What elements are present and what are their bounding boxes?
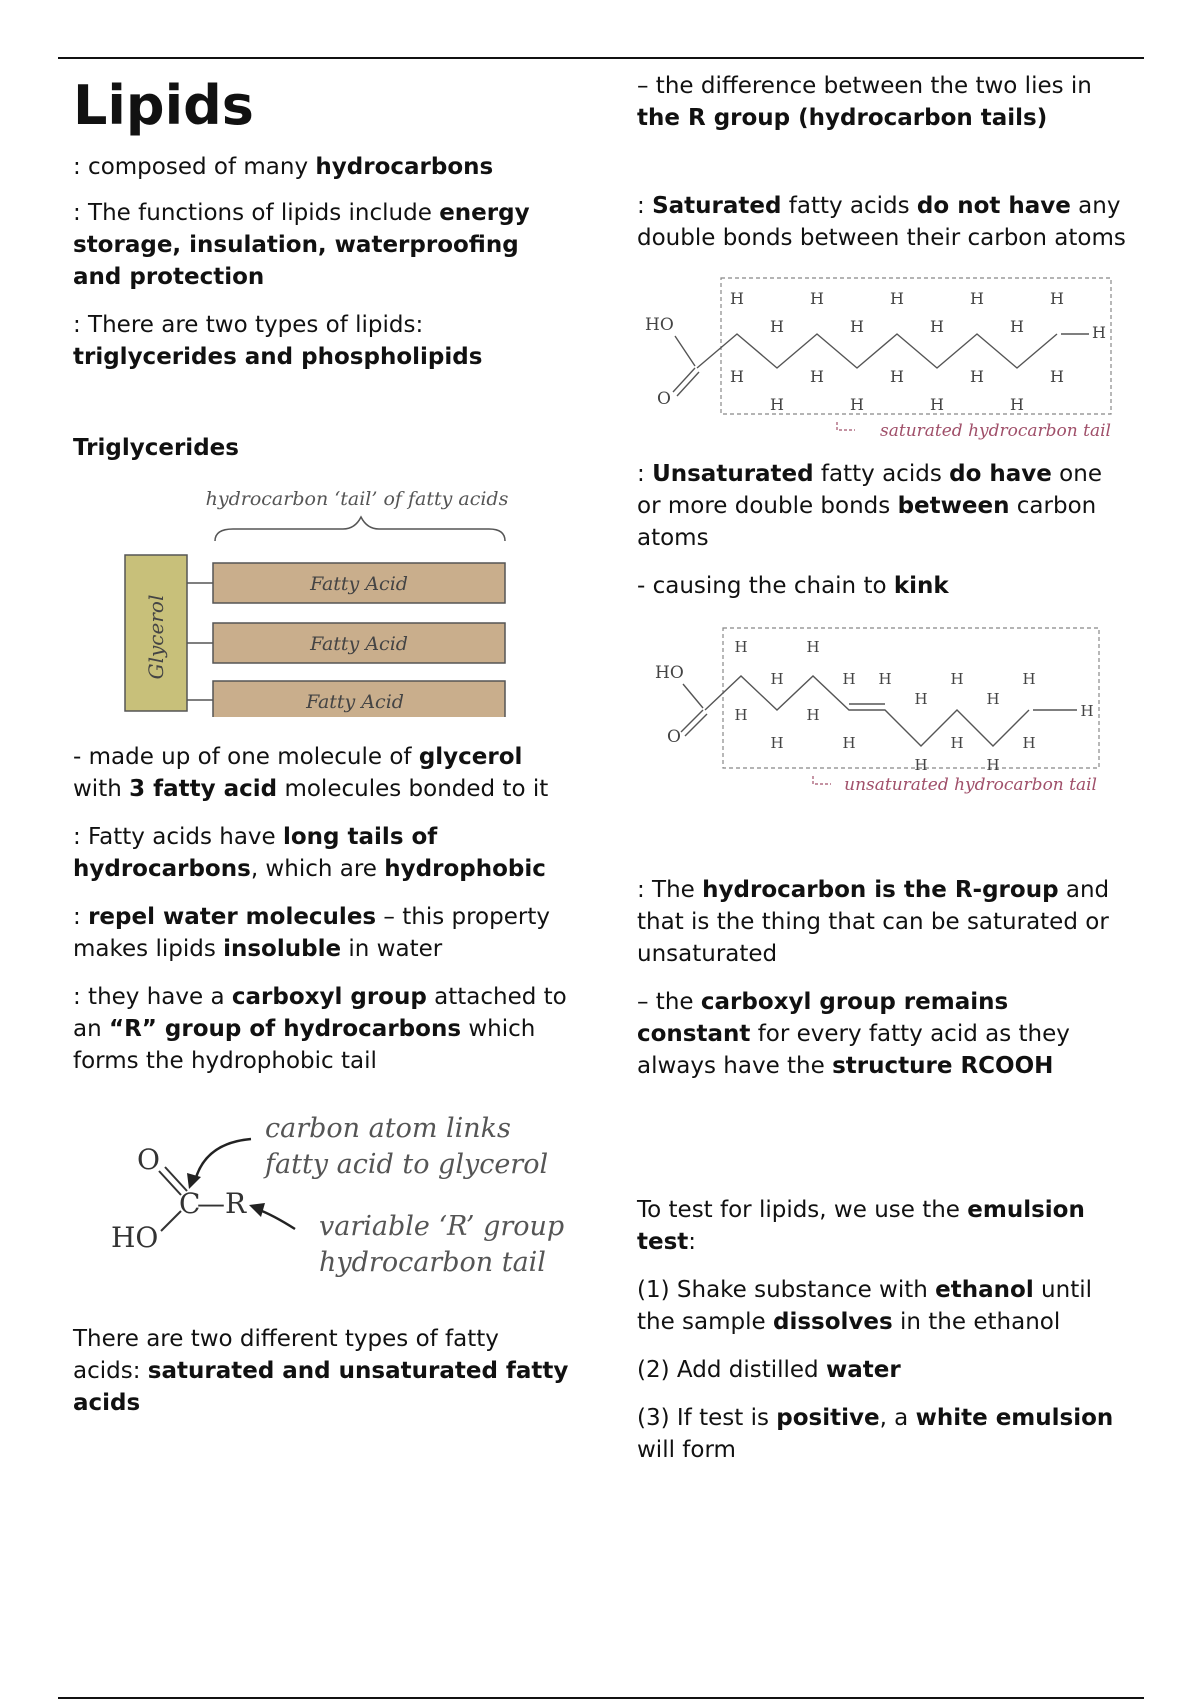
svg-text:H: H bbox=[878, 670, 892, 688]
svg-text:H: H bbox=[810, 367, 824, 386]
saturated-tail-label: saturated hydrocarbon tail bbox=[880, 421, 1111, 440]
fatty-acid-label-1: Fatty Acid bbox=[310, 573, 408, 596]
ho-label: HO bbox=[645, 315, 674, 335]
svg-text:H: H bbox=[914, 690, 928, 708]
carbon-chain bbox=[697, 334, 1057, 368]
paragraph-carboxyl: : they have a carboxyl group attached to an “R” group of hydrocarbons which forms the hydrophobic tail bbox=[73, 984, 567, 1075]
step-2: (2) Add distilled water bbox=[637, 1357, 901, 1383]
paragraph-saturated: : Saturated fatty acids do not have any double bonds between their carbon atoms bbox=[637, 193, 1126, 251]
svg-text:H: H bbox=[890, 367, 904, 386]
svg-text:H: H bbox=[1022, 734, 1036, 752]
left-column bbox=[73, 70, 573, 1435]
svg-text:H: H bbox=[1022, 670, 1036, 688]
page-title: Lipids bbox=[73, 74, 254, 137]
svg-text:H: H bbox=[930, 317, 944, 336]
ho-label: HO bbox=[655, 663, 684, 683]
r-bond-label: —R bbox=[197, 1187, 247, 1221]
svg-text:H: H bbox=[770, 670, 784, 688]
svg-text:H: H bbox=[914, 756, 928, 774]
step-1: (1) Shake substance with ethanol until the sample dissolves in the ethanol bbox=[637, 1277, 1092, 1335]
ho-label: HO bbox=[111, 1221, 159, 1255]
carbon-chain bbox=[705, 676, 1029, 746]
carboxyl-diagram bbox=[73, 1097, 573, 1297]
paragraph-repel-water: : repel water molecules – this property makes lipids insoluble in water bbox=[73, 904, 550, 963]
saturated-chain-diagram bbox=[637, 270, 1127, 440]
svg-text:H: H bbox=[970, 367, 984, 386]
unsaturated-tail-label: unsaturated hydrocarbon tail bbox=[844, 775, 1097, 795]
svg-text:H: H bbox=[1080, 702, 1094, 720]
svg-text:H: H bbox=[806, 638, 820, 656]
svg-text:H: H bbox=[950, 670, 964, 688]
svg-text:H: H bbox=[970, 289, 984, 308]
r-group-line-1: variable ‘R’ group bbox=[319, 1211, 565, 1243]
right-column bbox=[637, 70, 1127, 1482]
triglycerides-heading: Triglycerides bbox=[73, 435, 239, 462]
arrow-2 bbox=[257, 1209, 295, 1229]
paragraph-carboxyl-constant: – the carboxyl group remains constant for every fatty acid as they always have the structure RCOOH bbox=[637, 989, 1070, 1079]
svg-text:H: H bbox=[1050, 289, 1064, 308]
svg-text:H: H bbox=[770, 317, 784, 336]
svg-text:H: H bbox=[930, 395, 944, 414]
o-label: O bbox=[667, 727, 681, 747]
arrow-1 bbox=[195, 1139, 251, 1181]
paragraph-fatty-acid-types: There are two different types of fatty acids: saturated and unsaturated fatty acids bbox=[73, 1326, 569, 1417]
svg-text:H: H bbox=[1010, 395, 1024, 414]
svg-text:H: H bbox=[1010, 317, 1024, 336]
hydrogen-atoms bbox=[734, 638, 1093, 774]
paragraph-glycerol: - made up of one molecule of glycerol with 3 fatty acid molecules bonded to it bbox=[73, 744, 549, 803]
svg-text:H: H bbox=[850, 395, 864, 414]
svg-text:H: H bbox=[810, 289, 824, 308]
paragraph-r-group-difference: – the difference between the two lies in the R group (hydrocarbon tails) bbox=[637, 73, 1092, 131]
svg-text:H: H bbox=[734, 706, 748, 724]
svg-text:H: H bbox=[734, 638, 748, 656]
svg-text:H: H bbox=[806, 706, 820, 724]
step-3: (3) If test is positive, a white emulsion will form bbox=[637, 1405, 1114, 1463]
carbon-link-line-1: carbon atom links bbox=[265, 1113, 511, 1145]
svg-text:H: H bbox=[730, 289, 744, 308]
svg-text:H: H bbox=[842, 734, 856, 752]
fatty-acid-label-3: Fatty Acid bbox=[306, 691, 404, 714]
carbon-link-line-2: fatty acid to glycerol bbox=[265, 1149, 549, 1181]
paragraph-unsaturated: : Unsaturated fatty acids do have one or more double bonds between carbon atoms bbox=[637, 461, 1102, 551]
paragraph-fatty-tails: : Fatty acids have long tails of hydrocarbons, which are hydrophobic bbox=[73, 824, 546, 883]
svg-text:H: H bbox=[1092, 323, 1106, 342]
svg-text:H: H bbox=[770, 734, 784, 752]
paragraph-types: : There are two types of lipids: triglycerides and phospholipids bbox=[73, 312, 483, 371]
fatty-acid-label-2: Fatty Acid bbox=[310, 633, 408, 656]
glycerol-label: Glycerol bbox=[144, 595, 168, 680]
svg-text:H: H bbox=[770, 395, 784, 414]
paragraph-composition: : composed of many hydrocarbons bbox=[73, 154, 494, 181]
svg-text:H: H bbox=[986, 756, 1000, 774]
paragraph-emulsion-test: To test for lipids, we use the emulsion test: bbox=[637, 1197, 1085, 1255]
oxygen-label: O bbox=[137, 1143, 160, 1177]
paragraph-kink: - causing the chain to kink bbox=[637, 573, 949, 599]
svg-text:H: H bbox=[950, 734, 964, 752]
top-rule bbox=[58, 57, 1144, 59]
bottom-rule bbox=[58, 1697, 1144, 1699]
svg-text:H: H bbox=[730, 367, 744, 386]
r-group-line-2: hydrocarbon tail bbox=[319, 1247, 546, 1279]
paragraph-functions: : The functions of lipids include energy storage, insulation, waterproofing and protection bbox=[73, 200, 530, 291]
carbon-label: C bbox=[179, 1187, 201, 1221]
brace bbox=[215, 517, 505, 541]
triglyceride-diagram bbox=[73, 467, 573, 717]
svg-text:H: H bbox=[986, 690, 1000, 708]
svg-text:H: H bbox=[890, 289, 904, 308]
paragraph-r-group: : The hydrocarbon is the R-group and that is the thing that can be saturated or unsaturated bbox=[637, 877, 1110, 967]
svg-text:H: H bbox=[850, 317, 864, 336]
o-label: O bbox=[657, 389, 671, 409]
svg-text:H: H bbox=[842, 670, 856, 688]
unsaturated-chain-diagram bbox=[637, 618, 1127, 798]
svg-text:H: H bbox=[1050, 367, 1064, 386]
tail-label: hydrocarbon ‘tail’ of fatty acids bbox=[205, 488, 509, 511]
